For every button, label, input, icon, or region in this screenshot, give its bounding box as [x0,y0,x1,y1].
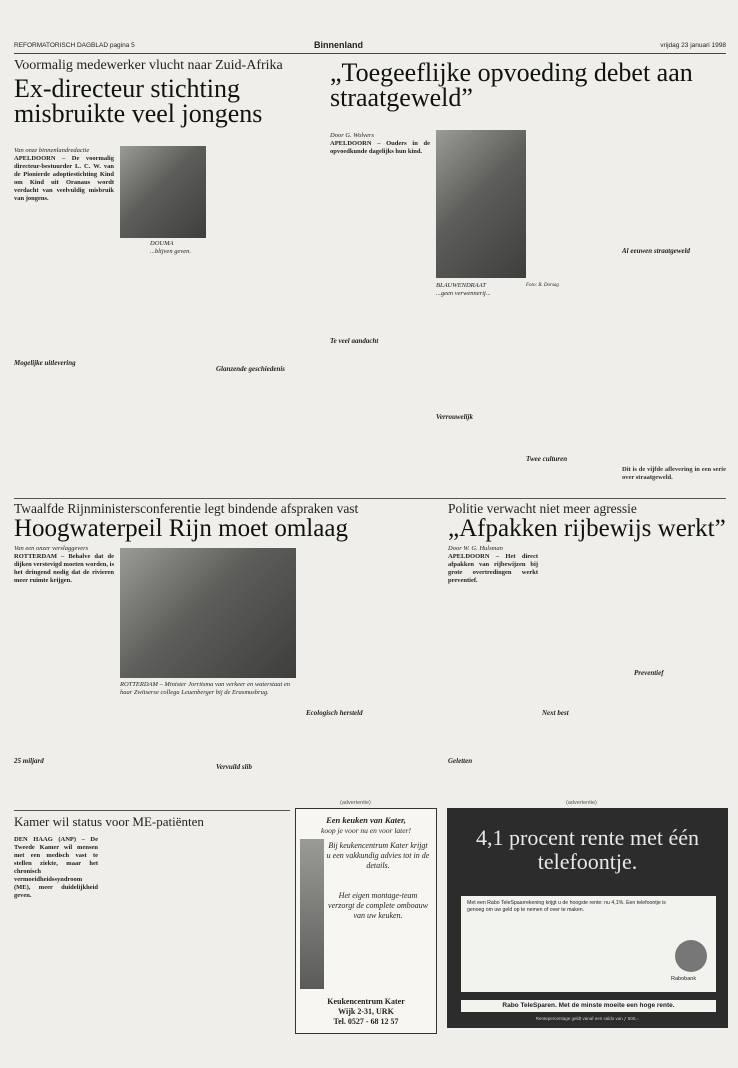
section-divider-2 [14,810,290,811]
article4-headline: „Afpakken rijbewijs werkt” [448,515,726,542]
article2-caption-name: BLAUWENDRAAT [436,282,486,289]
article1-byline: Van onze binnenlandredactie [14,147,90,154]
article1-headline: Ex-directeur stichting misbruikte veel jongens [14,74,263,128]
article3-kicker: Twaalfde Rijnministersconferentie legt bindende afspraken vast [14,501,359,516]
article3-lead: ROTTERDAM – Behalve dat de dijken verstevigd moeten worden, is het dringend nodig dat de rivieren meer ruimte krijgen. [14,553,114,584]
article3-headline: Hoogwaterpeil Rijn moet omlaag [14,515,348,542]
article4-byline: Door W. G. Hulsman [448,545,503,552]
article4-subhead2: Next best [542,709,569,717]
article3-subhead2: Vervuild slib [216,763,252,771]
rabo-textbox [461,896,716,992]
rabo-fineprint: Rentepercentage geldt vanaf een saldo van ƒ 500,-. [535,1016,640,1021]
rabo-tagline: Rabo TeleSparen. Met de minste moeite een hoge rente. [461,1000,716,1012]
rabobank-advertisement [447,808,728,1028]
article1-kicker: Voormalig medewerker vlucht naar Zuid-Afrika [14,58,283,73]
article2-photo-credit: Foto: R. Dorsag [526,283,559,288]
header-section: Binnenland [314,40,363,50]
ad-label-right: (advertentie) [566,800,597,806]
header-date: vrijdag 23 januari 1998 [660,42,726,49]
kater-advertisement [295,808,437,1034]
article2-subhead3: Twee culturen [526,455,568,463]
kater-line2: koop je voor nu en voor later! [321,826,411,835]
article3-subhead3: Ecologisch hersteld [306,709,363,717]
section-divider-1 [14,498,726,499]
kater-name: Keukencentrum Kater [327,997,405,1006]
rabo-logo-text: Rabobank [671,976,697,982]
kater-line1: Een keuken van Kater, [326,815,406,825]
article3-photo [120,548,296,678]
page-header [14,41,726,54]
article2-photo [436,130,526,278]
article2-lead: APELDOORN – Ouders in de opvoedkunde dagelijks hun kind. [330,140,430,155]
article4-lead: APELDOORN – Het direct afpakken van rijbewijzen bij grote overtredingen werkt preventief. [448,553,538,584]
article3-caption: ROTTERDAM – Minister Jorritsma van verkeer en waterstaat en haar Zwitserse collega Leuenberger bij de Erasmusbrug. [120,681,291,696]
rabo-headline: 4,1 procent rente met één telefoontje. [476,825,699,874]
article4-kicker: Politie verwacht niet meer agressie [448,501,637,516]
article1-caption-text: ...blijven geven. [150,248,191,255]
article2-footnote: Dit is de vijfde aflevering in een serie over straatgeweld. [622,466,726,481]
rabobank-logo-icon [675,940,707,972]
ad-label-left: (advertentie) [340,800,371,806]
article1-subhead: Mogelijke uitlevering [14,359,76,367]
header-left: REFORMATORISCH DAGBLAD pagina 5 [14,42,135,49]
kater-text1: Bij keukencentrum Kater krijgt u een vakkundig advies tot in de details. [326,841,430,870]
rabo-body: Met een Rabo TeleSpaarrekening krijgt u de hoogste rente: nu 4,1%. Een telefoontje is genoeg om uw geld op te nemen of over te maken. [467,900,666,913]
kater-phone: Tel. 0527 - 68 12 57 [333,1017,399,1026]
article4-subhead3: Preventief [634,669,664,677]
article1-lead: APELDOORN – De voormalig directeur-bestuurder L. C. W. van de Pionierde adoptiestichting Kind om Kind uit Oranaus wordt verdacht van veelvuldig misbruik van jongens. [14,155,114,202]
article2-subhead1: Te veel aandacht [330,337,379,345]
article3-subhead1: 25 miljard [14,757,44,765]
kater-text2: Het eigen montage-team verzorgt de complete omboauw van uw keuken. [328,891,428,920]
article2-byline: Door G. Wolvers [330,132,374,139]
kater-kitchen-image [300,839,324,989]
article5-headline: Kamer wil status voor ME-patiënten [14,814,204,829]
article1-photo [120,146,206,238]
article2-headline: „Toegeeflijke opvoeding debet aan straatgeweld” [330,58,693,112]
article2-subhead4: Al eeuwen straatgeweld [622,247,691,255]
article2-caption-text: ...geen verwennerij... [436,290,491,297]
article2-subhead2: Verrouwelijk [436,413,473,421]
article1-subhead2: Glanzende geschiedenis [216,365,286,373]
article4-subhead1: Geletten [448,757,473,765]
kater-street: Wijk 2-31, URK [338,1007,394,1016]
article1-caption-name: DOUMA [150,240,174,247]
kater-address [296,997,436,1027]
article5-lead: DEN HAAG (ANP) – De Tweede Kamer wil mensen met een medisch vast te stellen ziekte, maar het chronisch vermoeidheidssyndroom (ME), meer duidelijkheid geven. [14,836,98,899]
article3-byline: Van een onzer verslaggevers [14,545,89,552]
